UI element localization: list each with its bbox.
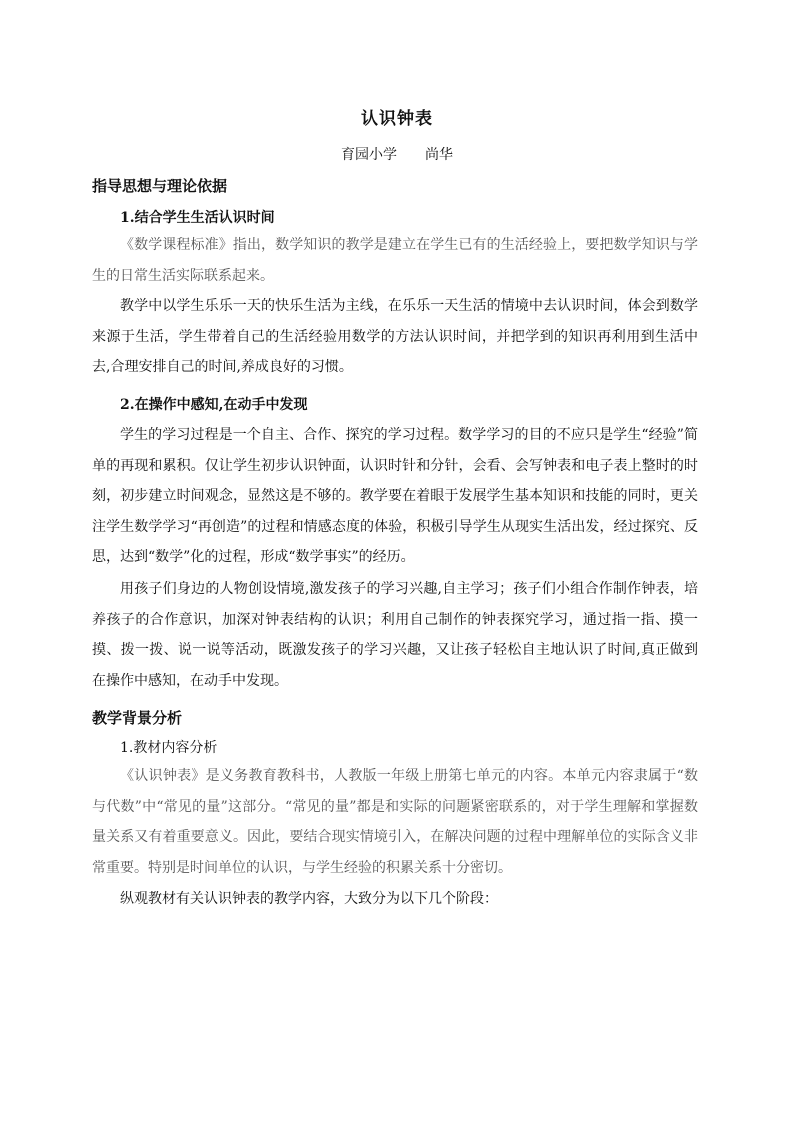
section-heading-background: 教学背景分析 xyxy=(92,709,183,727)
paragraph-text: 《数学课程标准》指出，数学知识的教学是建立在学生已有的生活经验上，要把数学知识与学生的日常生活实际联系起来。 xyxy=(92,237,698,284)
subsection-heading-life-time: 1.结合学生生活认识时间 xyxy=(120,210,275,226)
paragraph-curriculum-standard xyxy=(92,230,698,291)
subsection-heading-textbook: 1.教材内容分析 xyxy=(120,740,218,756)
paragraph-textbook-analysis xyxy=(92,761,698,883)
author-line xyxy=(0,144,794,164)
paragraph-learning-process: 学生的学习过程是一个自主、合作、探究的学习过程。数学学习的目的不应只是学生“经验”简单的再现和累积。仅让学生初步认识钟面，认识时针和分针，会看、会写钟表和电子表上整时的时刻，初步建立时间观念，显然这是不够的。教学要在着眼于发展学生基本知识和技能的同时，更关注学生数学学习“再创造”的过程和情感态度的体验，积极引导学生从现实生活出发，经过探究、反思，达到“数学”化的过程，形成“数学事实”的经历。 xyxy=(92,427,698,565)
subsection-heading-hands-on: 2.在操作中感知,在动手中发现 xyxy=(120,397,308,413)
paragraph-activities: 用孩子们身边的人物创设情境,激发孩子的学习兴趣,自主学习；孩子们小组合作制作钟表，培养孩子的合作意识，加深对钟表结构的认识；利用自己制作的钟表探究学习，通过指一指、摸一摸、拨一拨、说一说等活动，既激发孩子的学习兴趣，又让孩子轻松自主地认识了时间,真正做到在操作中感知，在动手中发现。 xyxy=(92,581,698,689)
author-school: 育园小学 xyxy=(341,147,397,163)
document-title: 认识钟表 xyxy=(361,109,433,129)
author-name: 尚华 xyxy=(425,147,453,163)
paragraph-daily-life: 教学中以学生乐乐一天的快乐生活为主线，在乐乐一天生活的情境中去认识时间，体会到数学来源于生活，学生带着自己的生活经验用数学的方法认识时间，并把学到的知识再利用到生活中去,合理安排自己的时间,养成良好的习惯。 xyxy=(92,298,698,375)
paragraph-stages: 纵观教材有关认识钟表的教学内容，大致分为以下几个阶段： xyxy=(120,891,498,907)
paragraph-text: 《认识钟表》是义务教育教科书，人教版一年级上册第七单元的内容。本单元内容隶属于“数与代数”中“常见的量”这部分。“常见的量”都是和实际的问题紧密联系的，对于学生理解和掌握数量关系又有着重要意义。因此，要结合现实情境引入，在解决问题的过程中理解单位的实际含义非常重要。特别是时间单位的认识，与学生经验的积累关系十分密切。 xyxy=(92,768,698,876)
section-heading-guiding-ideas: 指导思想与理论依据 xyxy=(92,177,228,195)
